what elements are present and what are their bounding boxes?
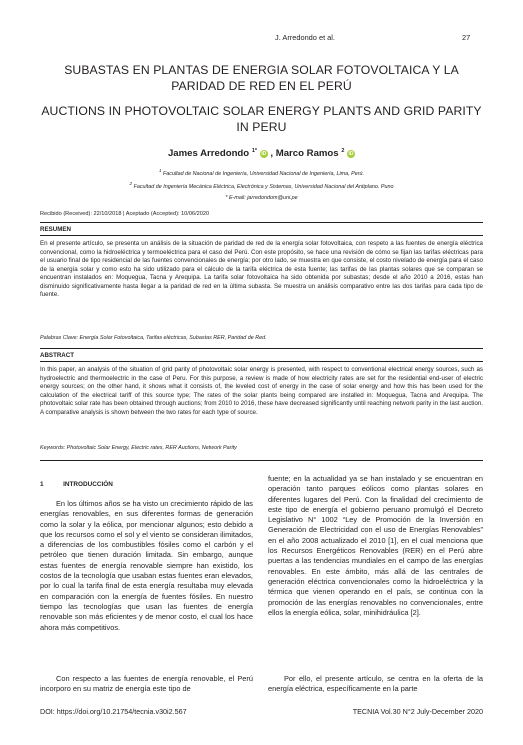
divider — [40, 235, 483, 236]
section-number: 1 — [40, 481, 44, 488]
page-number: 27 — [462, 33, 471, 42]
affiliation-1-sup: 1 — [158, 168, 162, 173]
divider — [40, 361, 483, 362]
body-left-column — [40, 499, 253, 633]
resumen-text: En el presente artículo, se presenta un análisis de la situación de paridad de red de la energía solar fotovoltaica, con respeto a las fuentes de energía eléctrica convencional, como la hidroeléctrica y termoeléctrica para el caso del Perú. Con este propósito, se hace una revisión de cómo se fijan las tarifas eléctricas para el usuario final de tipo residencial de las fuentes convencionales de energía; por otro lado, se muestra en que consiste, el costo nivelado de energía para el caso de la energía solar y como esto ha sido utilizado para el cálculo de la tarifa eléctrica de esta fuente; las tarifas de las plantas solares que se comparan se encuentran instalados en: Moquegua, Tacna y Arequipa. La tarifa solar fotovoltaica ha sido obtenida por subastas; desde el año 2010 a 2016, estas han disminuido significativamente hasta llegar a la paridad de red en la última subasta. Se muestra un análisis comparativo entre las dos tarifas para cada tipo de fuente. — [40, 240, 483, 298]
orcid-icon[interactable]: iD — [348, 151, 354, 158]
footer-doi[interactable]: DOI: https://doi.org/10.21754/tecnia.v30i2.567 — [40, 707, 187, 716]
body-right-column — [268, 474, 483, 618]
divider — [40, 222, 483, 223]
title-english: AUCTIONS IN PHOTOVOLTAIC SOLAR ENERGY PLANTS AND GRID PARITY IN PERU — [41, 104, 482, 134]
title-spanish: SUBASTAS EN PLANTAS DE ENERGIA SOLAR FOTOVOLTAICA Y LA PARIDAD DE RED EN EL PERÚ — [64, 63, 459, 93]
affiliation-2-text: Facultad de Ingeniería Mecánica Eléctrica, Electrónica y Sistemas, Universidad Nacional del Antiplano. Puno — [133, 183, 394, 190]
author-2-sup: 2 — [341, 148, 345, 154]
body-right-column-continued — [268, 674, 483, 695]
resumen-keywords: Palabras Clave: Energía Solar Fotovoltaica, Tarifas eléctricas, Subastas RER, Paridad de Red. — [40, 335, 267, 341]
affiliation-1 — [40, 168, 483, 177]
affiliation-1-text: Facultad de Nacional de Ingeniería, Universidad Nacional de Ingeniería, Lima, Perú. — [162, 170, 365, 177]
received-accepted-dates: Recibido (Received): 22/10/2018 | Aceptado (Accepted): 10/06/2020 — [40, 211, 210, 217]
divider — [40, 460, 483, 461]
body-left-column-continued — [40, 674, 253, 695]
footer-journal: TECNIA Vol.30 N°2 July-December 2020 — [352, 707, 483, 716]
abstract-text: In this paper, an analysis of the situation of grid parity of photovoltaic solar energy is presented, with respect to conventional electrical energy sources, such as hydroelectric and thermoelectric in the case of Peru. For this purpose, a review is made of how electricity rates are set for the residential end-user of electric energy sources; on the other hand, it shows what it consists of, the leveled cost of energy in the case of solar energy and how this has been used for the calculation of the electrical tariff of this source type; The rates of the solar plants being compared are installed in: Moquegua, Tacna and Arequipa. The photovoltaic solar rate has been obtained through auctions; from 2010 to 2016, these have decreased significantly until reaching network parity in the last auction. A comparative analysis is shown between the two rates for each type of source. — [40, 366, 483, 416]
author-2-name: Marco Ramos — [275, 148, 339, 160]
abstract-heading: ABSTRACT — [40, 352, 75, 359]
author-1-name: James Arredondo — [167, 148, 250, 160]
body-paragraph: En los últimos años se ha visto un crecimiento rápido de las energías renovables, en sus diferentes formas de generación como la solar y la eólica, por mencionar algunos; esto debido a que los recursos como el sol y el viento se consideran ilimitados, a diferencias de los combustibles fósiles como el carbón y el petróleo que tienen duración limitada. Sin embargo, aunque estas fuentes de energía renovable siempre han existido, los costos de la tecnología que usaban estas fuentes eran elevados, por lo cual la tarifa final de esta energía resultaba muy elevada en comparación con la energía de fuentes fósiles. En nuestro tiempo las tecnologías que usan las fuentes de energía renovable son más eficientes y de menor costo, el cual los hace ahora más competitivos. — [40, 499, 253, 632]
section-title: INTRODUCCIÓN — [63, 481, 113, 488]
running-header-author: J. Arredondo et al. — [275, 33, 335, 42]
corresponding-email: * E-mail: jarredondom@uni.pe — [225, 195, 298, 201]
author-1-sup: 1* — [251, 148, 258, 154]
body-paragraph: Por ello, el presente artículo, se centra en la oferta de la energía eléctrica, específicamente en la parte — [268, 674, 483, 694]
body-paragraph: fuente; en la actualidad ya se han instalado y se encuentran en operación tanto parques eólicos como plantas solares en diferentes lugares del Perú. Con la finalidad del crecimiento de este tipo de energía el gobierno peruano promulgó el Decreto Legislativo N° 1002 “Ley de Promoción de la Inversión en Generación de Electricidad con el uso de Energías Renovables” en el año 2008 actualizado el 2010 [1], en el cual menciona que los Recursos Energéticos Renovables (RER) en el Perú abre puertas a las tendencias mundiales en el campo de las energías renovables. En este ámbito, más allá de las centrales de generación eléctrica convencionales como la hidroeléctrica y la térmica que vienen operando en el país, se continua con la promoción de las energías renovables no convencionales, entre ellos la energía eólica, solar, minihidráulica [2]. — [268, 474, 483, 617]
section-heading — [40, 481, 113, 488]
affiliation-2-sup: 2 — [129, 181, 133, 186]
body-paragraph: Con respecto a las fuentes de energía renovable, el Perú incorporo en su matriz de energía este tipo de — [40, 674, 253, 694]
abstract-keywords: Keywords: Photovoltaic Solar Energy, Electric rates, RER Auctions, Network Parity — [40, 445, 237, 451]
orcid-icon[interactable]: iD — [261, 151, 267, 158]
author-separator: , — [270, 148, 276, 160]
affiliation-2 — [40, 181, 483, 190]
divider — [40, 348, 483, 349]
author-line — [40, 148, 483, 159]
resumen-heading: RESUMEN — [40, 226, 71, 233]
